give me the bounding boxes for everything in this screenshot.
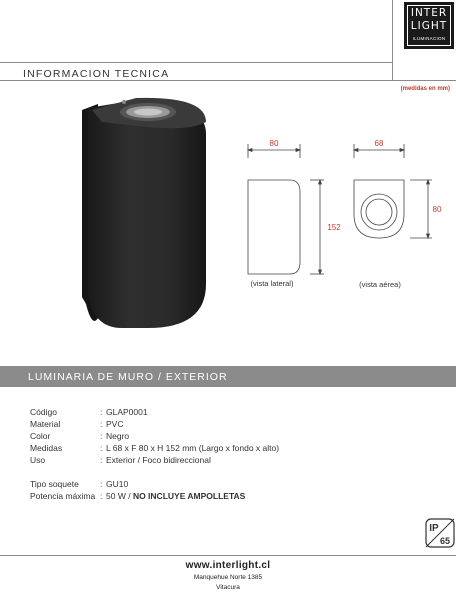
divider-title	[0, 80, 456, 81]
spec-value	[106, 491, 245, 501]
aerial-caption: (vista aérea)	[359, 280, 401, 289]
aerial-view	[354, 144, 432, 238]
spec-value: L 68 x F 80 x H 152 mm (Largo x fondo x alto)	[106, 443, 280, 453]
divider-vertical	[392, 0, 393, 80]
spec-colon: :	[100, 479, 103, 489]
spec-label: Color	[30, 431, 51, 441]
lateral-width-label: 80	[269, 139, 279, 148]
product-category-band	[0, 366, 456, 387]
spec-colon: :	[100, 407, 103, 417]
spec-label: Tipo soquete	[30, 479, 79, 489]
product-category-title: LUMINARIA DE MURO / EXTERIOR	[28, 371, 228, 383]
ip-badge-top: IP	[429, 523, 439, 534]
spec-label: Código	[30, 407, 57, 417]
spec-label: Material	[30, 419, 61, 429]
spec-value: GLAP0001	[106, 407, 148, 417]
spec-colon: :	[100, 491, 103, 501]
units-note: (medidas en mm)	[400, 86, 450, 92]
ip65-badge-icon	[425, 518, 455, 548]
spec-colon: :	[100, 455, 103, 465]
spec-label: Uso	[30, 455, 46, 465]
spec-colon: :	[100, 431, 103, 441]
lateral-height-label: 152	[327, 223, 341, 232]
spec-colon: :	[100, 443, 103, 453]
dimension-diagram	[230, 130, 456, 300]
lateral-caption: (vista lateral)	[250, 279, 294, 288]
logo-line-3: ILUMINACION	[412, 36, 446, 41]
logo-line-2: LIGHT	[410, 20, 448, 32]
footer-address: Manquehue Norte 1385	[193, 574, 263, 581]
product-image	[78, 92, 218, 332]
spec-colon: :	[100, 419, 103, 429]
divider-top	[0, 62, 392, 63]
spec-value-bold: NO INCLUYE AMPOLLETAS	[132, 491, 246, 501]
ip-badge-bottom: 65	[439, 536, 451, 546]
spec-value: Negro	[106, 431, 130, 441]
logo-line-1: INTER	[410, 7, 448, 19]
footer-city: Vitacura	[216, 584, 240, 591]
spec-label: Potencia máxima	[30, 491, 96, 501]
spec-value: PVC	[106, 419, 124, 429]
spec-value-normal: 50 W /	[106, 491, 133, 501]
spec-value: Exterior / Foco bidireccional	[106, 455, 211, 465]
aerial-depth-label: 80	[432, 205, 442, 214]
footer-divider	[0, 555, 456, 556]
aerial-width-label: 68	[374, 139, 384, 148]
spec-value: GU10	[106, 479, 129, 489]
footer-website[interactable]: www.interlight.cl	[185, 560, 271, 571]
spec-label: Medidas	[30, 443, 63, 453]
section-title: INFORMACION TECNICA	[23, 68, 170, 80]
lateral-view	[248, 144, 324, 274]
brand-logo	[404, 2, 454, 49]
